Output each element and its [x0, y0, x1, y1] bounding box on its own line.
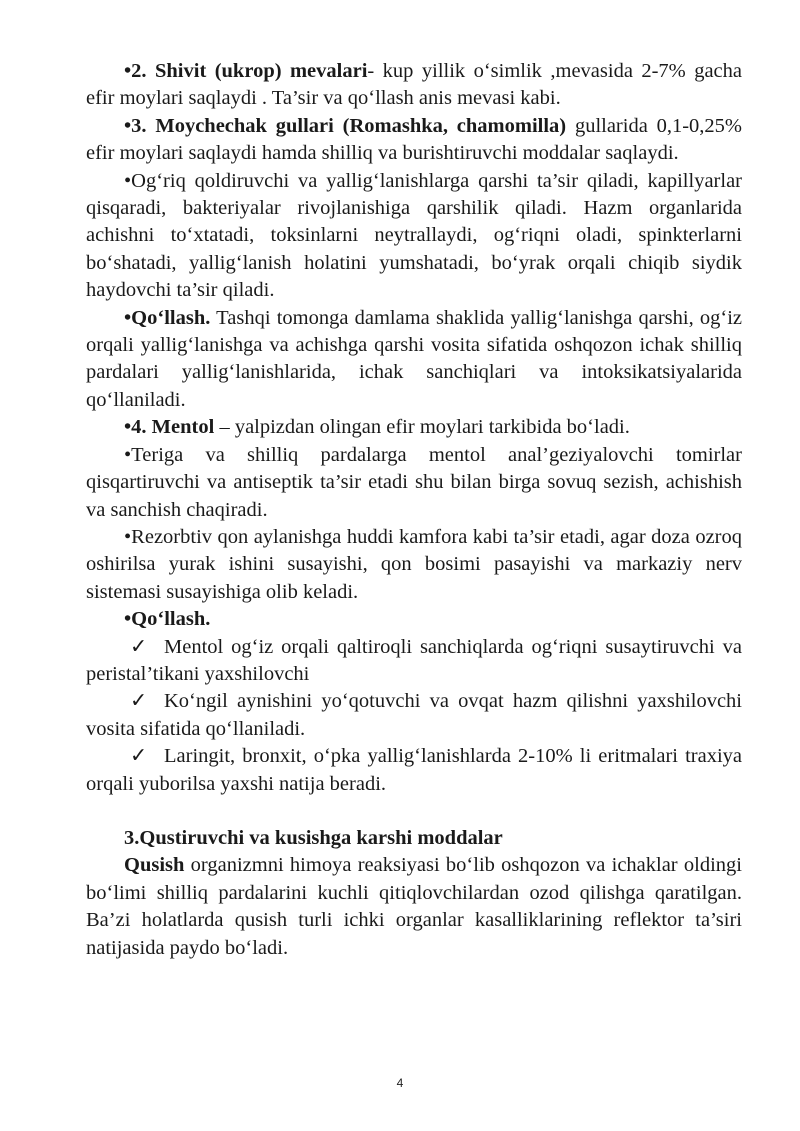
section-heading-text: 3.Qustiruvchi va kusishga karshi moddalar	[124, 826, 503, 849]
checkmark-icon: ✓	[130, 690, 148, 713]
checkmark-icon: ✓	[130, 745, 148, 768]
checkmark-icon: ✓	[130, 635, 148, 658]
heading-usage: •Qo‘llash.	[124, 306, 211, 329]
paragraph-usage-moychechak	[86, 305, 742, 415]
document-page	[86, 58, 742, 962]
paragraph-moychechak	[86, 113, 742, 168]
paragraph-mentol-skin: •Teriga va shilliq pardalarga mentol anal’geziyalovchi tomirlar qisqartiruvchi va antiseptik ta’sir etadi shu bilan birga sovuq sezish, achishish va sanchish chaqiradi.	[86, 443, 742, 521]
checklist-item-text: Mentol og‘iz orqali qaltiroqli sanchiqlarda og‘riqni susaytiruvchi va peristal’tikani yaxshilovchi	[86, 635, 742, 685]
section-spacer	[86, 798, 742, 825]
checklist-item	[86, 634, 742, 689]
heading-usage-mentol: •Qo‘llash.	[124, 608, 211, 631]
heading-shivit: •2. Shivit (ukrop) mevalari	[124, 60, 368, 82]
paragraph-shivit	[86, 58, 742, 113]
page-number: 4	[396, 1076, 404, 1090]
paragraph-qusish-text: organizmni himoya reaksiyasi bo‘lib oshqozon va ichaklar oldingi bo‘limi shilliq pardalarini kuchli qitiqlovchilardan ozod qilishga qaratilgan. Ba’zi holatlarda qusish turli ichki organlar kasalliklarining reflektor ta’siri natijasida paydo bo‘ladi.	[86, 854, 742, 959]
checklist-item	[86, 688, 742, 743]
paragraph-mentol-text: – yalpizdan olingan efir moylari tarkibida bo‘ladi.	[214, 416, 630, 439]
paragraph-usage-text: Tashqi tomonga damlama shaklida yallig‘lanishga qarshi, og‘iz orqali yallig‘lanishga va achishga qarshi vosita sifatida oshqozon ichak shilliq pardalari yallig‘lanishlarida, ichak sanchiqlari va intoksikatsiyalarida qo‘llaniladi.	[86, 306, 742, 411]
term-qusish: Qusish	[124, 854, 185, 877]
paragraph-qusish	[86, 852, 742, 962]
checklist-item-text: Ko‘ngil aynishini yo‘qotuvchi va ovqat hazm qilishni yaxshilovchi vosita sifatida qo‘llaniladi.	[86, 690, 742, 740]
heading-moychechak: •3. Moychechak gullari (Romashka, chamomilla)	[124, 114, 567, 137]
paragraph-mentol	[86, 414, 742, 441]
paragraph-usage-mentol	[86, 606, 742, 633]
checklist-item	[86, 743, 742, 798]
section-heading	[86, 825, 742, 852]
paragraph-moychechak-text: gullarida 0,1-0,25% efir moylari saqlaydi hamda shilliq va burishtiruvchi moddalar saqlaydi.	[86, 114, 743, 165]
paragraph-effects: •Og‘riq qoldiruvchi va yallig‘lanishlarga qarshi ta’sir qiladi, kapillyarlar qisqaradi, bakteriyalar rivojlanishiga qarshilik qiladi. Hazm organlarida achishni to‘xtatadi, toksinlarni neytrallaydi, og‘riqni oladi, spinkterlarni bo‘shatadi, yallig‘lanish holatini yumshatadi, bo‘yrak orqali chiqib siydik haydovchi ta’sir qiladi.	[86, 169, 742, 302]
paragraph-shivit-text: - kup yillik o‘simlik ,mevasida 2-7% gacha efir moylari saqlaydi . Ta’sir va qo‘llash anis mevasi kabi.	[86, 60, 742, 110]
heading-mentol: •4. Mentol	[124, 416, 215, 439]
checklist-item-text: Laringit, bronxit, o‘pka yallig‘lanishlarda 2-10% li eritmalari traxiya orqali yuborilsa yaxshi natija beradi.	[86, 745, 742, 795]
paragraph-mentol-resorptive: •Rezorbtiv qon aylanishga huddi kamfora kabi ta’sir etadi, agar doza ozroq oshirilsa yurak ishini susayishi, qon bosimi pasayishi va markaziy nerv sistemasi susayishiga olib keladi.	[86, 525, 742, 603]
